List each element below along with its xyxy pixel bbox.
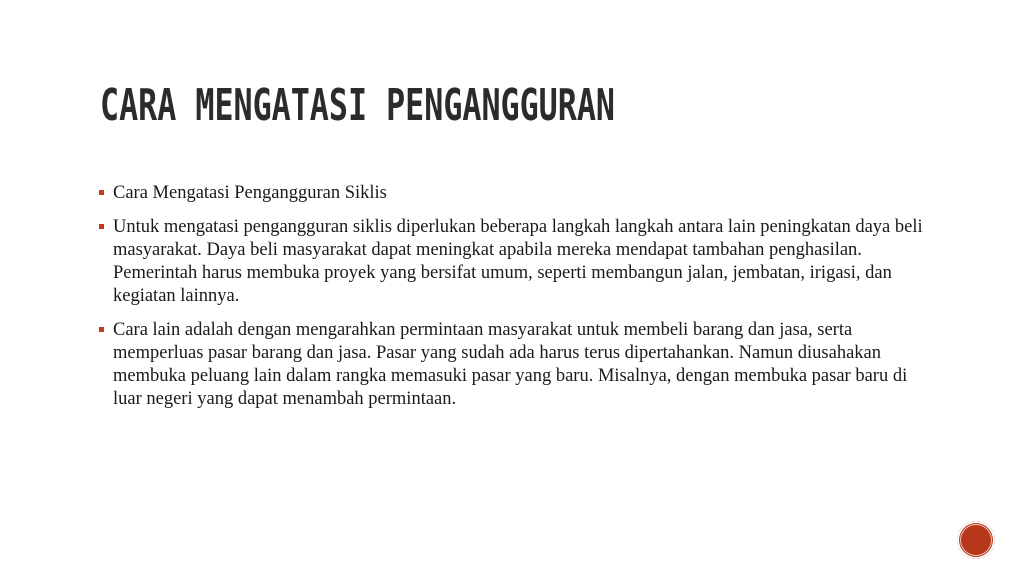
bullet-text: Cara lain adalah dengan mengarahkan permintaan masyarakat untuk membeli barang dan jasa, serta memperluas pasar barang dan jasa. Pasar yang sudah ada harus terus dipertahankan. Namun diusahakan membuka peluang lain dalam rangka memasuki pasar yang baru. Misalnya, dengan membuka pasar baru di luar negeri yang dapat menambah permintaan. — [113, 320, 908, 409]
square-bullet-icon — [99, 224, 104, 229]
square-bullet-icon — [99, 190, 104, 195]
bullet-item — [99, 319, 939, 411]
slide-title: CARA MENGATASI PENGANGGURAN — [100, 80, 615, 131]
bullet-text: Cara Mengatasi Pengangguran Siklis — [113, 183, 387, 203]
bullet-item — [99, 216, 939, 308]
square-bullet-icon — [99, 327, 104, 332]
slide-number-badge — [957, 521, 995, 559]
bullet-list — [99, 182, 939, 411]
bullet-item — [99, 182, 939, 205]
slide-body — [99, 182, 939, 422]
bullet-text: Untuk mengatasi pengangguran siklis diperlukan beberapa langkah langkah antara lain peningkatan daya beli masyarakat. Daya beli masyarakat dapat meningkat apabila mereka mendapat tambahan penghasilan. Pemerintah harus membuka proyek yang bersifat umum, seperti membangun jalan, jembatan, irigasi, dan kegiatan lainnya. — [113, 217, 923, 306]
